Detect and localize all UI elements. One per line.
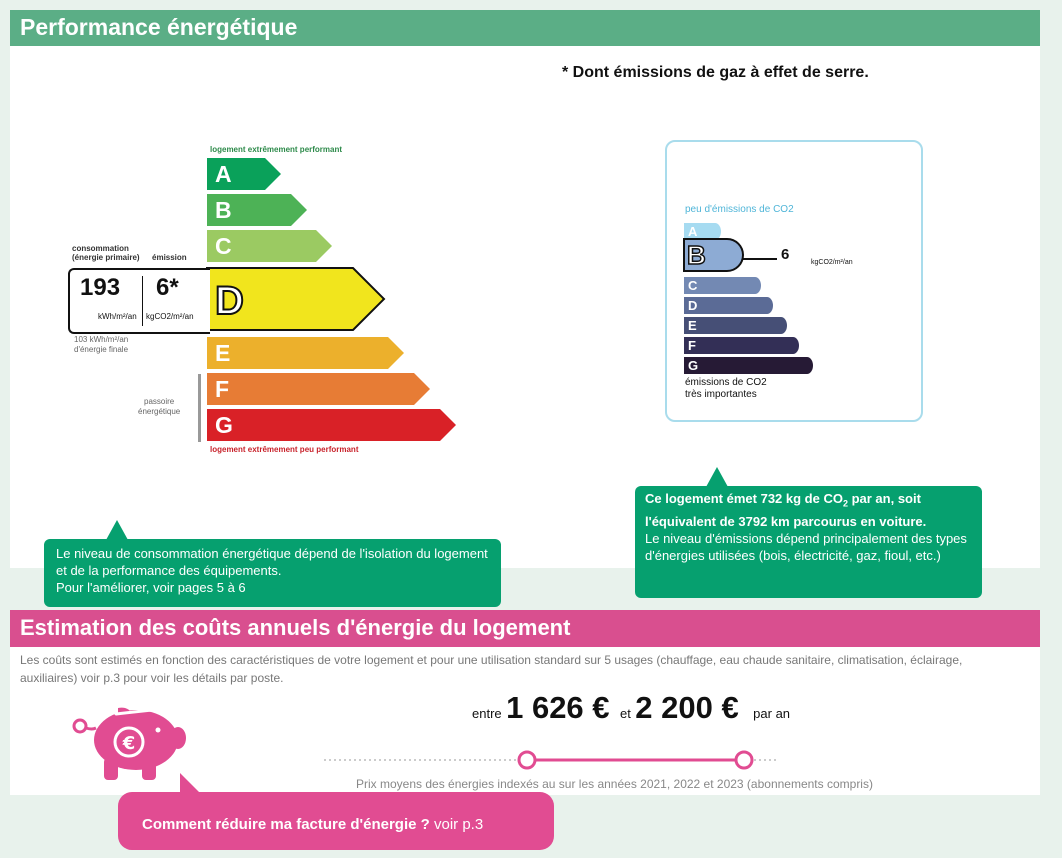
max-cost: 2 200 €: [635, 690, 739, 725]
dpe-bar-C: [205, 228, 336, 264]
dpe-letter-D: D: [215, 279, 244, 323]
dpe-letter-C: C: [215, 233, 232, 259]
emissions-sentence-1: Ce logement émet 732 kg de CO: [645, 491, 843, 506]
callout-emissions: [635, 486, 982, 598]
dpe-letter-A: A: [215, 161, 232, 187]
emissions-explanation: Le niveau d'émissions dépend principalement des types d'énergies utilisées (bois, électricité, gaz, fioul, etc.): [645, 530, 967, 563]
ges-bar-G: [683, 356, 825, 375]
value-divider: [142, 276, 143, 326]
and-label: et: [619, 706, 631, 721]
dpe-letter-F: F: [215, 376, 230, 402]
emissions-sentence-2: par an, soit l'équivalent de 3792 km parcourus en voiture.: [645, 491, 927, 529]
piggy-bank-euro-icon: [72, 700, 192, 786]
per-year-label: par an: [753, 706, 791, 721]
emission-header: émission: [152, 253, 187, 262]
dpe-bar-E: [205, 335, 408, 371]
ges-letter-D: D: [688, 298, 698, 313]
dpe-value-box: [68, 268, 210, 334]
svg-text:€: €: [122, 733, 136, 754]
consumption-value: 193: [80, 274, 121, 301]
emission-unit: kgCO2/m²/an: [146, 312, 194, 321]
dpe-bottom-label: logement extrêmement peu performant: [210, 445, 359, 454]
callout-right-pointer: [706, 467, 728, 487]
cost-range-track: [320, 748, 780, 772]
cost-range: [472, 690, 790, 730]
dpe-bar-D: [205, 266, 388, 332]
ges-panel: [665, 140, 923, 422]
consumption-header: consommation (énergie primaire): [72, 244, 140, 262]
co2-subscript: 2: [842, 498, 848, 509]
costs-header: [10, 610, 1040, 647]
passoire-label: passoire énergétique: [138, 397, 181, 416]
ges-pointer-line: [743, 258, 777, 260]
ges-bottom-label: émissions de CO2 très importantes: [685, 377, 767, 400]
reduce-bill-question: Comment réduire ma facture d'énergie ?: [142, 816, 430, 833]
min-cost: 1 626 €: [506, 690, 610, 725]
costs-title: Estimation des coûts annuels d'énergie du logement: [20, 615, 571, 640]
consumption-unit: kWh/m²/an: [98, 312, 137, 321]
ges-letter-B: B: [687, 240, 706, 270]
costs-description: Les coûts sont estimés en fonction des caractéristiques de votre logement et pour une utilisation standard sur 5 usages (chauffage, eau chaude sanitaire, climatisation, éclairage, auxiliaires) voir p.3 pour voir les détails par poste.: [20, 653, 963, 685]
callout-consumption: Le niveau de consommation énergétique dépend de l'isolation du logement et de la performance des équipements. Pour l'améliorer, voir pages 5 à 6: [44, 539, 501, 607]
reduce-bill-link[interactable]: voir p.3: [429, 816, 484, 833]
dpe-letter-G: G: [215, 412, 233, 438]
dpe-bar-A: [205, 156, 285, 192]
dpe-letter-B: B: [215, 197, 232, 223]
ges-unit: kgCO2/m²/an: [811, 259, 853, 266]
ges-letter-G: G: [688, 358, 699, 373]
reduce-bill-callout[interactable]: [118, 792, 554, 850]
min-cost-marker: [519, 752, 535, 768]
dpe-bar-G: [205, 407, 460, 443]
performance-header: [10, 10, 1040, 46]
ges-value: 6: [781, 246, 790, 263]
emission-value: 6*: [156, 274, 179, 301]
between-label: entre: [472, 706, 502, 721]
callout-left-pointer: [106, 520, 128, 540]
dpe-bar-B: [205, 192, 311, 228]
ges-letter-A: A: [688, 224, 698, 239]
ges-bar-C: [683, 276, 773, 295]
ges-top-label: peu d'émissions de CO2: [685, 204, 794, 215]
ges-bar-B: [683, 238, 749, 272]
dpe-bar-F: [205, 371, 434, 407]
ges-bar-D: [683, 296, 785, 315]
dpe-top-label: logement extrêmement performant: [210, 145, 343, 154]
co2-note: * Dont émissions de gaz à effet de serre.: [562, 64, 869, 81]
ges-letter-F: F: [688, 338, 696, 353]
passoire-bracket: [198, 374, 201, 442]
ges-letter-E: E: [688, 318, 697, 333]
ges-bar-E: [683, 316, 799, 335]
max-cost-marker: [736, 752, 752, 768]
ges-letter-C: C: [688, 278, 698, 293]
prices-note: Prix moyens des énergies indexés au sur les années 2021, 2022 et 2023 (abonnements compris): [356, 777, 873, 791]
performance-title: Performance énergétique: [20, 14, 298, 40]
final-energy-note: 103 kWh/m²/an d'énergie finale: [74, 335, 129, 354]
dpe-letter-E: E: [215, 340, 231, 366]
ges-bar-F: [683, 336, 811, 355]
